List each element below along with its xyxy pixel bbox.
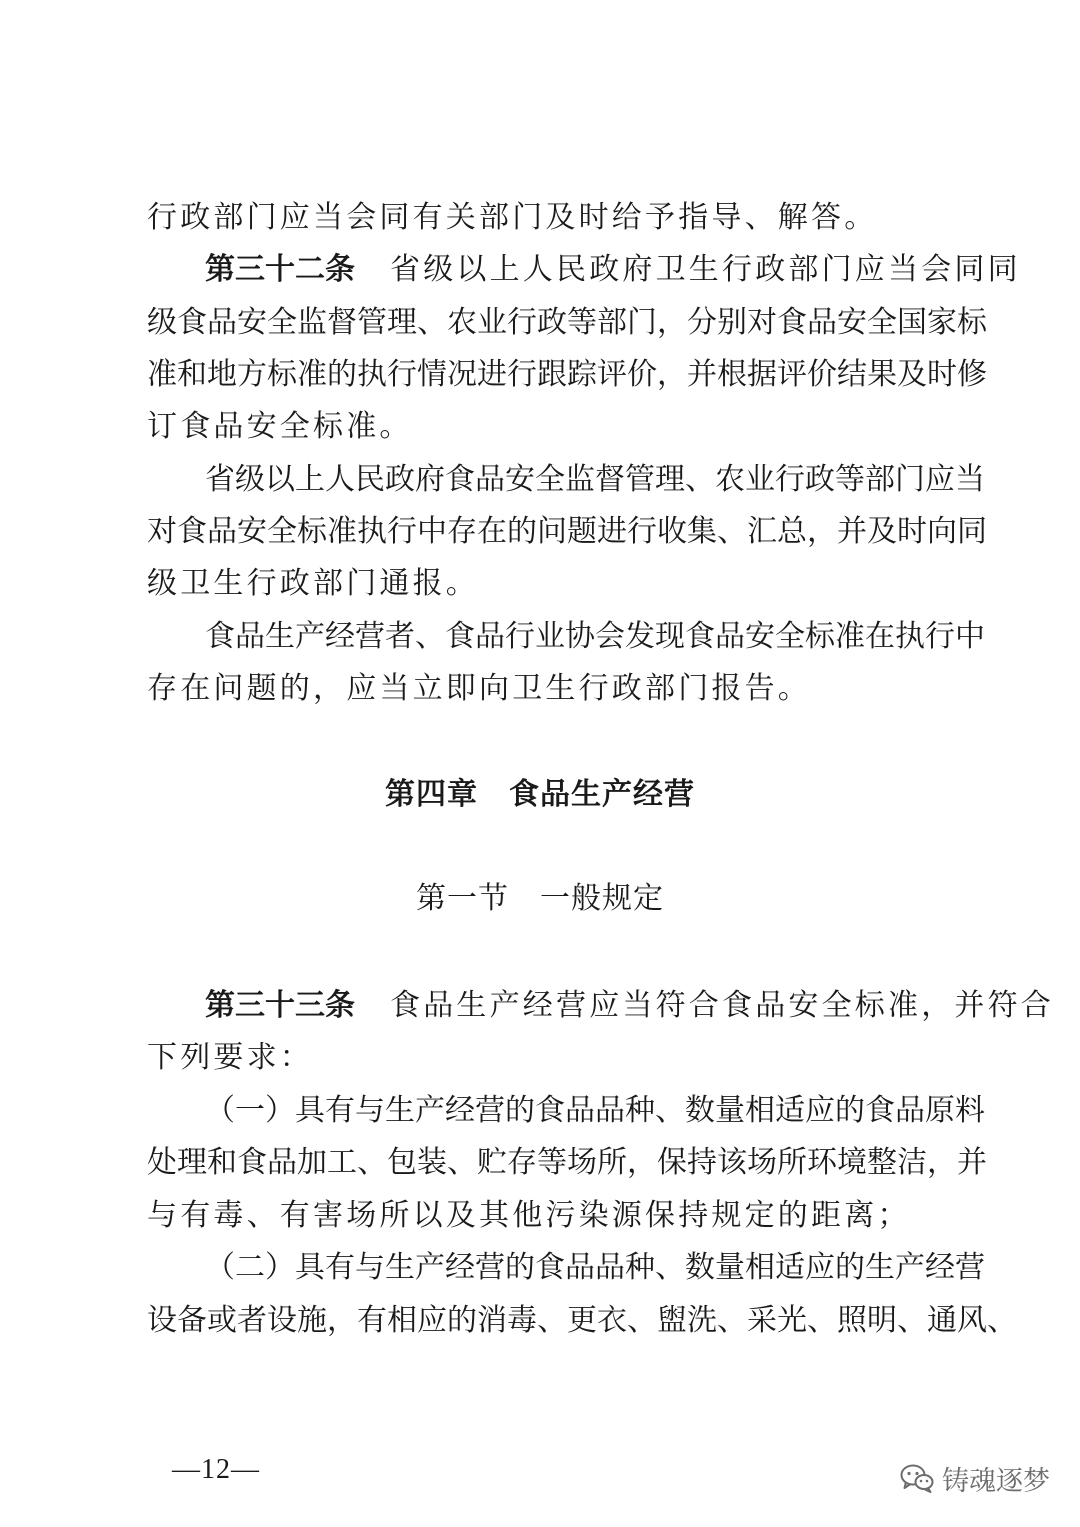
watermark — [900, 1458, 1050, 1498]
paragraph-line: 省级以上人民政府食品安全监督管理、农业行政等部门应当 — [205, 462, 985, 497]
article-text: 食品生产经营应当符合食品安全标准，并符合 — [390, 988, 1054, 1023]
paragraph-line: 级食品安全监督管理、农业行政等部门，分别对食品安全国家标 — [147, 305, 987, 340]
wechat-icon — [900, 1463, 934, 1493]
paragraph-line: 对食品安全标准执行中存在的问题进行收集、汇总，并及时向同 — [147, 514, 987, 549]
article-number: 第三十二条 — [205, 252, 355, 287]
article-32-line — [205, 245, 1021, 295]
paragraph-line: （二）具有与生产经营的食品品种、数量相适应的生产经营 — [205, 1250, 985, 1285]
paragraph-line: 设备或者设施，有相应的消毒、更衣、盥洗、采光、照明、通风、 — [147, 1303, 1017, 1338]
watermark-text: 铸魂逐梦 — [942, 1465, 1050, 1497]
article-text: 省级以上人民政府卫生行政部门应当会同同 — [390, 252, 1021, 287]
article-33-line — [205, 981, 1054, 1031]
paragraph-line: 食品生产经营者、食品行业协会发现食品安全标准在执行中 — [205, 619, 985, 654]
paragraph-line: 级卫生行政部门通报。 — [147, 566, 479, 601]
paragraph-line: 行政部门应当会同有关部门及时给予指导、解答。 — [147, 200, 878, 235]
paragraph-line: 存在问题的，应当立即向卫生行政部门报告。 — [147, 671, 811, 706]
article-number: 第三十三条 — [205, 988, 355, 1023]
paragraph-line: 下列要求： — [147, 1040, 313, 1075]
paragraph-line: 与有毒、有害场所以及其他污染源保持规定的距离； — [147, 1198, 911, 1233]
page-number: —12— — [172, 1454, 260, 1485]
paragraph-line: 准和地方标准的执行情况进行跟踪评价，并根据评价结果及时修 — [147, 357, 987, 392]
chapter-heading: 第四章 食品生产经营 — [385, 777, 695, 812]
section-heading: 第一节 一般规定 — [416, 881, 664, 916]
paragraph-line: 处理和食品加工、包装、贮存等场所，保持该场所环境整洁，并 — [147, 1145, 987, 1180]
paragraph-line: 订食品安全标准。 — [147, 409, 413, 444]
paragraph-line: （一）具有与生产经营的食品品种、数量相适应的食品原料 — [205, 1093, 985, 1128]
